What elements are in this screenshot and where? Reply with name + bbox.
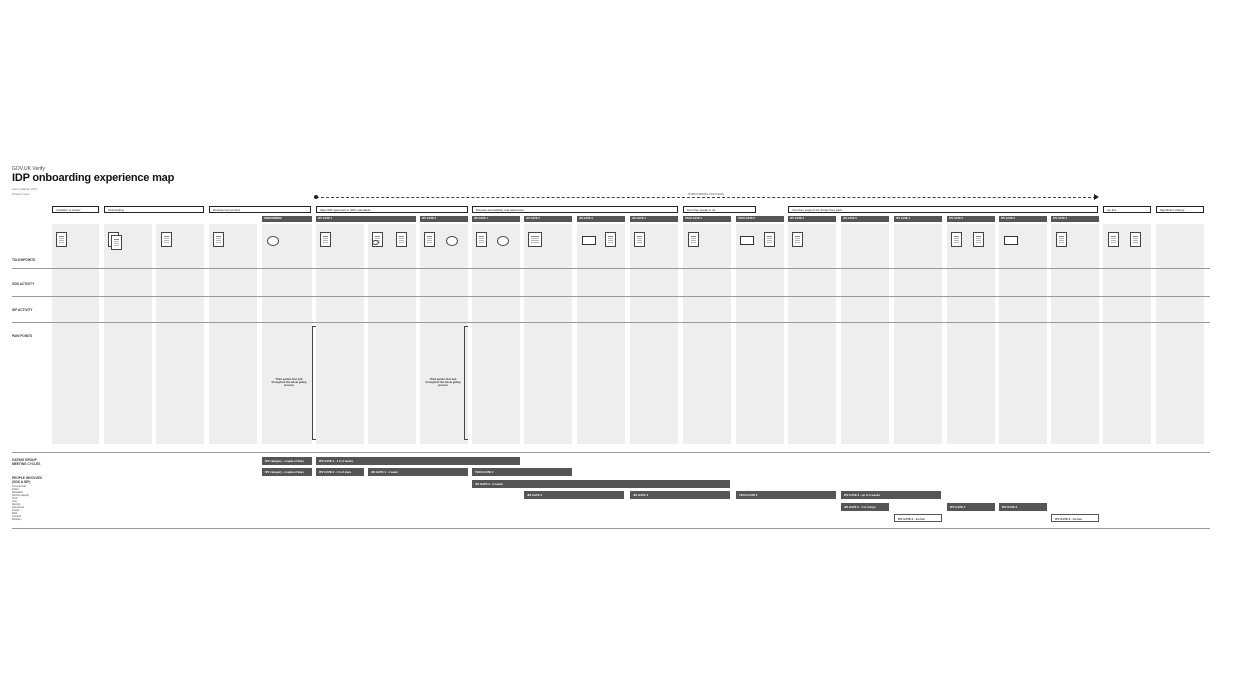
- column: [894, 224, 942, 444]
- gating-bar: JIS GATE 1 - 1 week: [368, 468, 468, 476]
- row-label-people: PEOPLE INVOLVED (GDS & IDP): [12, 476, 42, 484]
- stage-label: ONBOARDING: [262, 216, 312, 222]
- stage-label: IPV GATE 1: [316, 216, 416, 222]
- column: [52, 224, 99, 444]
- timeline-start-dot: [314, 195, 318, 199]
- speech-bubble-icon: [497, 236, 509, 246]
- document-icon: [1130, 232, 1141, 247]
- row-divider: [12, 452, 1210, 453]
- column: [1103, 224, 1151, 444]
- document-icon: [951, 232, 962, 247]
- people-item: Fraud: [12, 509, 19, 512]
- meta-line: Product team: [12, 192, 30, 196]
- gating-bar: TECH GATE 1: [472, 468, 572, 476]
- document-icon: [320, 232, 331, 247]
- document-icon: [56, 232, 67, 247]
- column: [577, 224, 625, 444]
- document-icon: [688, 232, 699, 247]
- group-header: Align IDP approach to GPG standards: [316, 206, 468, 213]
- gating-bar: JIS GATE 5 - 1 to 3 days: [841, 503, 889, 511]
- timeline: [316, 192, 1096, 200]
- timeline-arrow: [1094, 194, 1099, 200]
- people-item: Content: [12, 515, 22, 518]
- document-icon: [1108, 232, 1119, 247]
- gating-bar: IPV category - couple of days: [262, 457, 312, 465]
- group-header: Can they support the things they said: [788, 206, 1098, 213]
- row-divider: [12, 528, 1210, 529]
- document-icon: [1056, 232, 1067, 247]
- column: [104, 224, 152, 444]
- column: [156, 224, 204, 444]
- column: [630, 224, 678, 444]
- speech-bubble-icon: [267, 236, 279, 246]
- column: [368, 224, 416, 444]
- stage-label: JIS GATE 3: [577, 216, 625, 222]
- group-header: Significant change: [1156, 206, 1204, 213]
- laptop-icon: [1004, 236, 1018, 245]
- people-item: Service design: [12, 494, 30, 497]
- document-icon: [396, 232, 407, 247]
- webpage-icon: [528, 232, 542, 247]
- stage-label: IPV GATE 6: [999, 216, 1047, 222]
- laptop-icon: [582, 236, 596, 245]
- people-list: [12, 485, 29, 521]
- row-divider: [12, 268, 1210, 269]
- row-label-idp-activity: IDP ACTIVITY: [12, 308, 33, 312]
- document-icon: [111, 235, 122, 250]
- row-divider: [12, 296, 1210, 297]
- column: [1156, 224, 1204, 444]
- gating-bar: JIS GATE 3: [524, 491, 624, 499]
- group-header: Can they speak to us: [683, 206, 756, 213]
- gating-bar: IPV category - couple of days: [262, 468, 312, 476]
- stage-label: IPV GATE 5: [947, 216, 995, 222]
- document-icon: [973, 232, 984, 247]
- column: [524, 224, 572, 444]
- column: [841, 224, 889, 444]
- column: [262, 224, 312, 444]
- callout-text: Third parties first and throughout the whole gating process: [271, 378, 307, 387]
- document-icon: [792, 232, 803, 247]
- column: [736, 224, 784, 444]
- document-icon: [424, 232, 435, 247]
- page-title: IDP onboarding experience map: [12, 172, 175, 184]
- stage-label: JIS GATE 5: [841, 216, 889, 222]
- row-label-gds-activity: GDS ACTIVITY: [12, 282, 35, 286]
- column: [683, 224, 731, 444]
- row-label-pain-points: PAIN POINTS: [12, 334, 33, 338]
- bracket: [464, 326, 468, 440]
- gating-bar: IPV GATE 2 - 1 to 3 days: [316, 468, 364, 476]
- row-divider: [12, 322, 1210, 323]
- timeline-label: ONBOARDING PROCESS: [687, 192, 724, 196]
- document-icon: [605, 232, 616, 247]
- row-label-touchpoints: TOUCHPOINTS: [12, 258, 36, 262]
- people-item: Risk: [12, 512, 18, 515]
- gating-bar: JIS GATE 4: [630, 491, 730, 499]
- column: [316, 224, 364, 444]
- gating-bar: IPV GATE 6 - Go live: [894, 514, 942, 522]
- timeline-line: [316, 197, 1096, 198]
- meta-line: Last updated: 2017: [12, 187, 38, 191]
- column: [1051, 224, 1099, 444]
- people-item: Assurance: [12, 506, 25, 509]
- brand: GOV.UK Verify: [12, 166, 45, 172]
- glasses-icon: [372, 240, 379, 245]
- speech-bubble-icon: [446, 236, 458, 246]
- bracket: [312, 326, 316, 440]
- column: [420, 224, 468, 444]
- gating-bar: IPV GATE 6 - Go live: [1051, 514, 1099, 522]
- gating-bar: JIS GATE 2 - 2 weeks: [472, 480, 730, 488]
- document-icon: [764, 232, 775, 247]
- gating-bar: IPV GATE 3 - up to 6 weeks: [841, 491, 941, 499]
- stage-label: JIS GATE 4: [630, 216, 678, 222]
- stage-label: TECH GATE 1: [683, 216, 731, 222]
- group-header: Go live: [1103, 206, 1151, 213]
- callout-text: Third parties first and throughout the whole gating process: [425, 378, 461, 387]
- people-item: Ops: [12, 500, 17, 503]
- stage-label: TECH GATE 2: [736, 216, 784, 222]
- gating-bar: IPV GATE 5: [999, 503, 1047, 511]
- column: [947, 224, 995, 444]
- people-item: Identity: [12, 503, 21, 506]
- group-header: Development period: [209, 206, 311, 213]
- column: [999, 224, 1047, 444]
- column: [788, 224, 836, 444]
- row-label-gating: GATING GROUP MEETING CYCLES: [12, 458, 41, 466]
- stage-label: JIS GATE 2: [524, 216, 572, 222]
- stage-label: JIS GATE 1: [472, 216, 520, 222]
- column: [472, 224, 520, 444]
- gating-bar: IPV GATE 1 - 1 to 3 weeks: [316, 457, 520, 465]
- stage-label: IPV GATE 2: [420, 216, 468, 222]
- gating-bar: IPV GATE 4: [947, 503, 995, 511]
- group-header: Invitation to tender: [52, 206, 99, 213]
- stage-label: IPV GATE 4: [894, 216, 942, 222]
- column: [209, 224, 257, 444]
- group-header: Discuss accessibility and assurance: [472, 206, 678, 213]
- document-icon: [634, 232, 645, 247]
- document-icon: [476, 232, 487, 247]
- people-item: Policy: [12, 488, 19, 491]
- document-icon: [213, 232, 224, 247]
- people-item: Tech: [12, 497, 18, 500]
- stage-label: IPV GATE 3: [788, 216, 836, 222]
- people-item: Commercial: [12, 485, 26, 488]
- people-item: Delivery: [12, 518, 22, 521]
- document-icon: [161, 232, 172, 247]
- stage-label: IPV GATE 4: [1051, 216, 1099, 222]
- gating-bar: TECH GATE 2: [736, 491, 836, 499]
- laptop-icon: [740, 236, 754, 245]
- people-item: Research: [12, 491, 24, 494]
- group-header: Onboarding: [104, 206, 204, 213]
